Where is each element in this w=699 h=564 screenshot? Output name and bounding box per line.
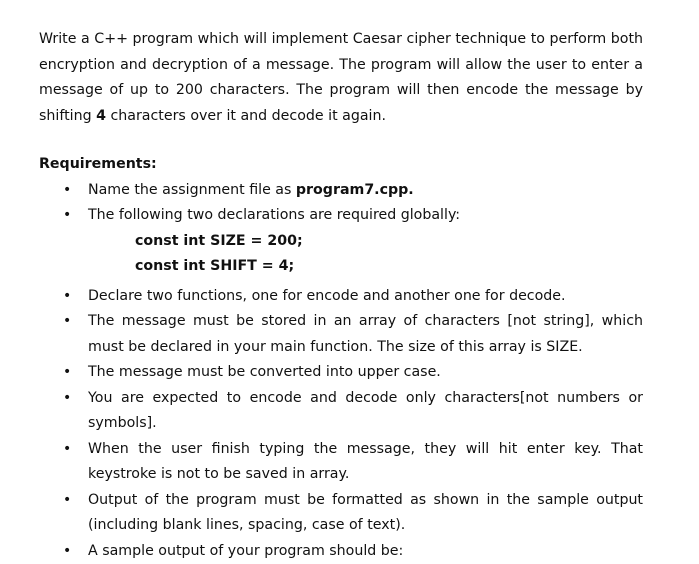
requirements-heading: Requirements: bbox=[39, 152, 643, 178]
list-item bbox=[39, 178, 643, 204]
file-name-label: Name the assignment file as bbox=[88, 182, 296, 198]
bullet-icon: • bbox=[63, 309, 71, 335]
list-item bbox=[39, 309, 643, 360]
list-item-text: Declare two functions, one for encode and another one for decode. bbox=[88, 284, 643, 310]
bullet-icon: • bbox=[63, 386, 71, 412]
bullet-icon: • bbox=[63, 284, 71, 310]
bullet-icon: • bbox=[63, 488, 71, 514]
file-name: program7.cpp. bbox=[296, 182, 414, 198]
code-shift-declaration: const int SHIFT = 4; bbox=[88, 254, 643, 280]
list-item bbox=[39, 203, 643, 280]
list-item-text: When the user finish typing the message, they will hit enter key. That keystroke is not to be saved in array. bbox=[88, 437, 643, 488]
bullet-icon: • bbox=[63, 178, 71, 204]
list-item-text: The message must be converted into upper case. bbox=[88, 360, 643, 386]
list-item-text bbox=[88, 178, 643, 204]
list-item-text: You are expected to encode and decode only characters[not numbers or symbols]. bbox=[88, 386, 643, 437]
bullet-icon: • bbox=[63, 203, 71, 229]
list-item-text: The following two declarations are required globally: bbox=[88, 203, 643, 229]
requirements-list bbox=[39, 178, 643, 564]
bullet-icon: • bbox=[63, 539, 71, 564]
assignment-document bbox=[39, 27, 643, 564]
list-item-text: A sample output of your program should be: bbox=[88, 539, 643, 564]
list-item bbox=[39, 386, 643, 437]
intro-text-end: characters over it and decode it again. bbox=[106, 108, 386, 124]
list-item bbox=[39, 488, 643, 539]
shift-amount: 4 bbox=[96, 108, 106, 124]
bullet-icon: • bbox=[63, 437, 71, 463]
list-item bbox=[39, 539, 643, 564]
bullet-icon: • bbox=[63, 360, 71, 386]
intro-paragraph bbox=[39, 27, 643, 129]
intro-text: Write a C++ program which will implement Caesar cipher technique to perform both encryption and decryption of a message. The program will allow the user to enter a message of up to 200 characters. The program will then encode the message by shifting bbox=[39, 31, 643, 124]
list-item bbox=[39, 437, 643, 488]
list-item-text: Output of the program must be formatted as shown in the sample output (including blank lines, spacing, case of text). bbox=[88, 488, 643, 539]
list-item bbox=[39, 284, 643, 310]
code-size-declaration: const int SIZE = 200; bbox=[88, 229, 643, 255]
list-item-text: The message must be stored in an array of characters [not string], which must be declared in your main function. The size of this array is SIZE. bbox=[88, 309, 643, 360]
list-item bbox=[39, 360, 643, 386]
